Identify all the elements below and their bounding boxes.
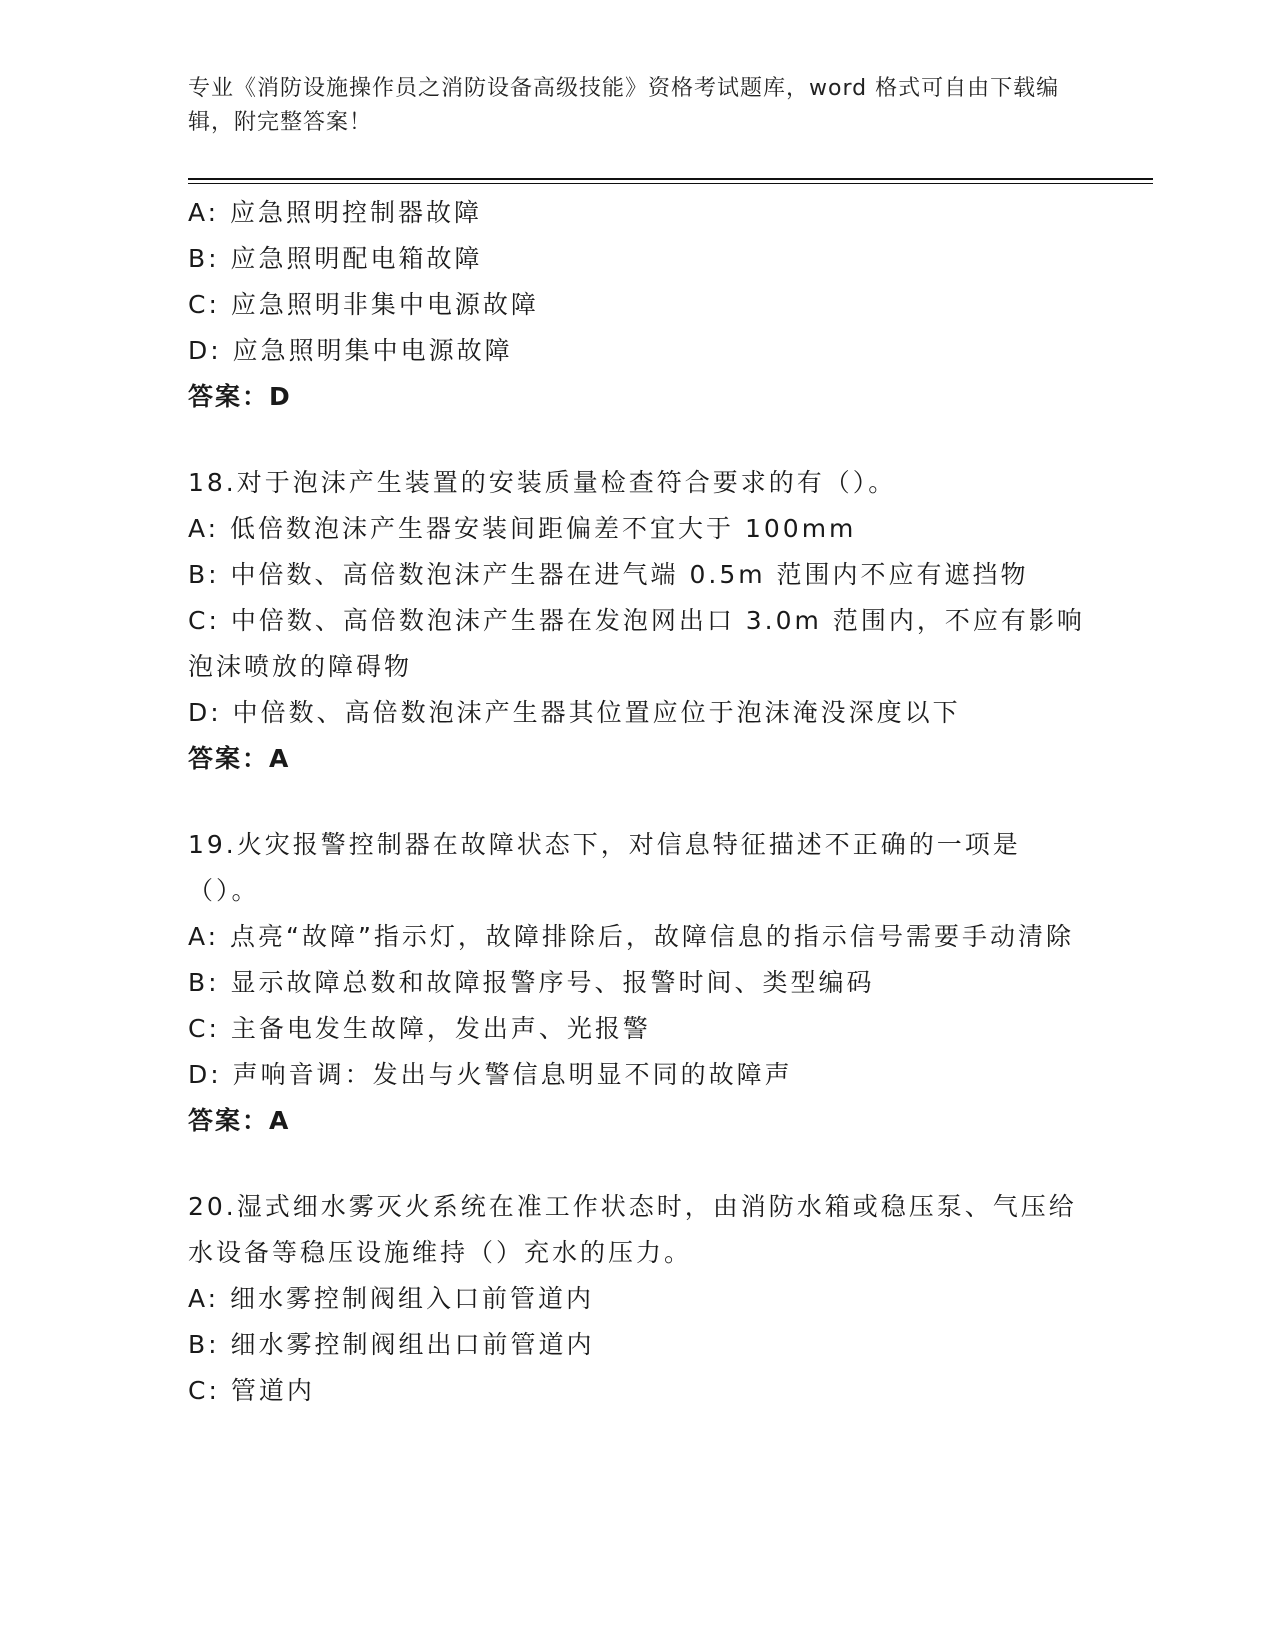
option-d: D: 中倍数、高倍数泡沫产生器其位置应位于泡沫淹没深度以下 — [188, 698, 961, 727]
answer-value: A — [269, 744, 291, 773]
option-d: D: 应急照明集中电源故障 — [188, 336, 513, 365]
question-text: 18.对于泡沫产生装置的安装质量检查符合要求的有（）。 — [188, 468, 897, 497]
answer-line — [188, 1098, 1088, 1144]
question-18 — [188, 460, 1088, 782]
option-c: C: 管道内 — [188, 1376, 315, 1405]
answer-label: 答案： — [188, 382, 270, 411]
question-20 — [188, 1184, 1088, 1414]
answer-label: 答案： — [188, 1106, 270, 1135]
option-a: A: 细水雾控制阀组入口前管道内 — [188, 1284, 595, 1313]
option-a: A: 应急照明控制器故障 — [188, 198, 483, 227]
answer-label: 答案： — [188, 744, 270, 773]
question-text: 19.火灾报警控制器在故障状态下，对信息特征描述不正确的一项是（）。 — [188, 830, 1021, 905]
answer-value: A — [269, 1106, 291, 1135]
header-divider-thick — [188, 178, 1153, 180]
document-body — [188, 190, 1088, 1414]
option-b: B: 中倍数、高倍数泡沫产生器在进气端 0.5m 范围内不应有遮挡物 — [188, 560, 1029, 589]
option-c: C: 应急照明非集中电源故障 — [188, 290, 539, 319]
option-d: D: 声响音调：发出与火警信息明显不同的故障声 — [188, 1060, 793, 1089]
option-b: B: 细水雾控制阀组出口前管道内 — [188, 1330, 595, 1359]
question-text: 20.湿式细水雾灭火系统在准工作状态时，由消防水箱或稳压泵、气压给水设备等稳压设施维持（）充水的压力。 — [188, 1192, 1077, 1267]
option-c: C: 主备电发生故障，发出声、光报警 — [188, 1014, 651, 1043]
spacer — [188, 782, 1088, 822]
option-b: B: 应急照明配电箱故障 — [188, 244, 483, 273]
question-fragment — [188, 190, 1088, 420]
option-a: A: 低倍数泡沫产生器安装间距偏差不宜大于 100mm — [188, 514, 857, 543]
header-text: 专业《消防设施操作员之消防设备高级技能》资格考试题库，word 格式可自由下载编辑，附完整答案！ — [188, 76, 1060, 135]
option-a: A: 点亮“故障”指示灯，故障排除后，故障信息的指示信号需要手动清除 — [188, 922, 1074, 951]
answer-line — [188, 374, 1088, 420]
page-header — [188, 72, 1068, 140]
spacer — [188, 420, 1088, 460]
option-b: B: 显示故障总数和故障报警序号、报警时间、类型编码 — [188, 968, 875, 997]
option-c: C: 中倍数、高倍数泡沫产生器在发泡网出口 3.0m 范围内，不应有影响泡沫喷放的障碍物 — [188, 606, 1085, 681]
spacer — [188, 1144, 1088, 1184]
question-19 — [188, 822, 1088, 1144]
header-divider-thin — [188, 183, 1153, 184]
answer-line — [188, 736, 1088, 782]
answer-value: D — [269, 382, 292, 411]
